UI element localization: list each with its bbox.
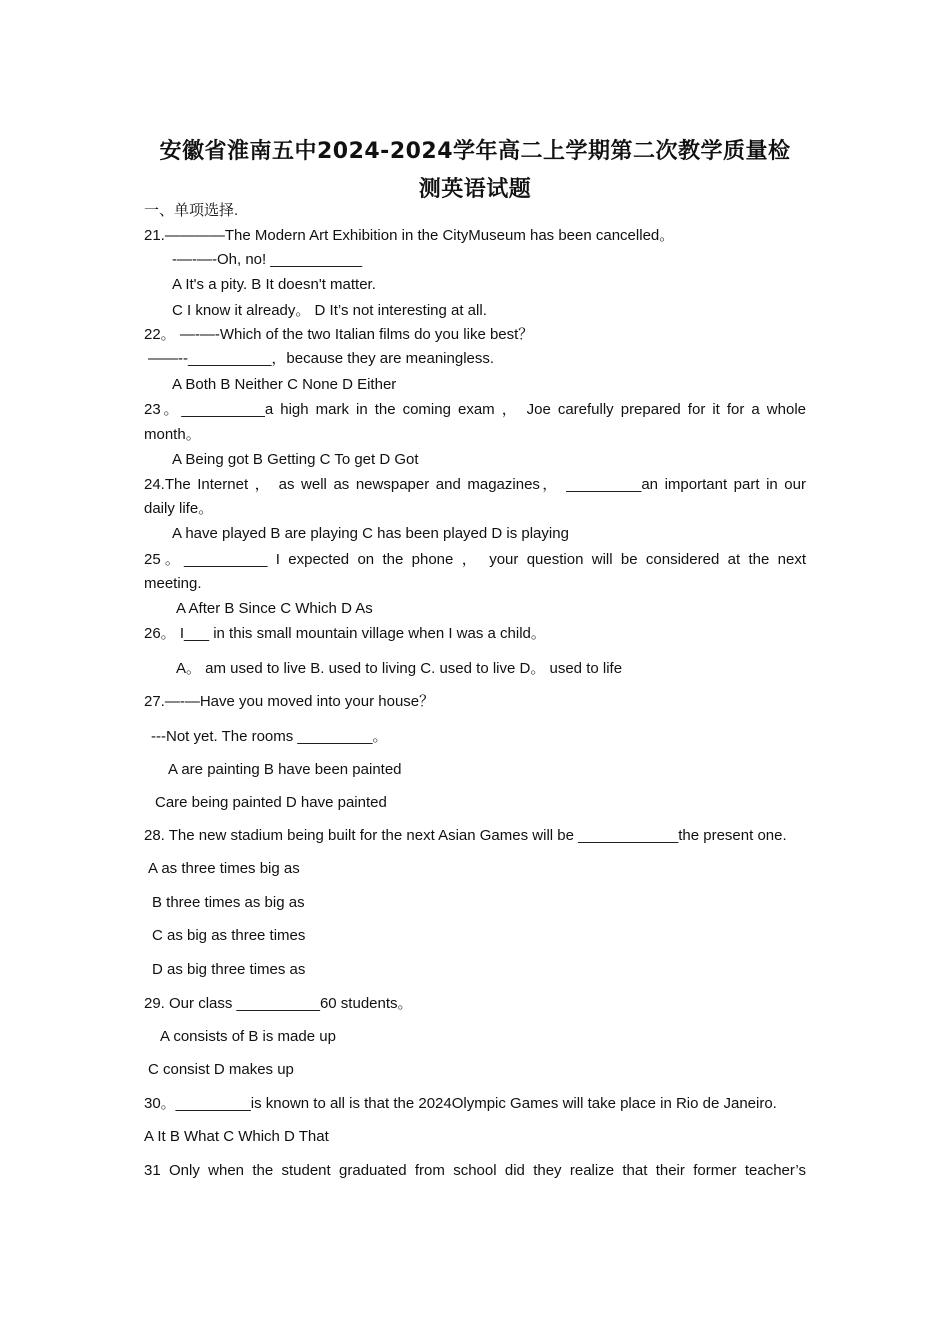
question-29-options-ab: A consists of B is made up — [160, 1028, 336, 1045]
question-27-options-cd: Care being painted D have painted — [155, 794, 387, 811]
question-25-stem-cont: meeting. — [144, 575, 202, 592]
question-24-stem: 24.The Internet ， as well as newspaper and magazines， _________an important part in our — [144, 476, 806, 493]
question-21-options-ab: A It's a pity. B It doesn't matter. — [172, 276, 376, 293]
question-30-options: A It B What C Which D That — [144, 1128, 329, 1145]
question-28-option-d: D as big three times as — [152, 961, 306, 978]
question-27-stem: 27.—-—Have you moved into your house？ — [144, 693, 435, 710]
question-27-response: ---Not yet. The rooms _________。 — [151, 728, 388, 745]
question-26-stem: 26。 I___ in this small mountain village when I was a child。 — [144, 625, 546, 642]
question-31-stem: 31 Only when the student graduated from school did they realize that their former teacher’s — [144, 1162, 806, 1179]
question-28-stem: 28. The new stadium being built for the next Asian Games will be ____________the present one. — [144, 827, 787, 844]
question-28-option-a: A as three times big as — [148, 860, 300, 877]
question-25-stem: 25。__________ I expected on the phone ， your question will be considered at the next — [144, 551, 806, 568]
question-27-options-ab: A are painting B have been painted — [168, 761, 402, 778]
question-21-stem: 21.————The Modern Art Exhibition in the CityMuseum has been cancelled。 — [144, 227, 675, 244]
question-21-response: -—-—-Oh, no! ___________ — [172, 251, 363, 268]
question-22-options: A Both B Neither C None D Either — [172, 376, 397, 393]
question-30-stem: 30。_________is known to all is that the 2024Olympic Games will take place in Rio de Janeiro. — [144, 1095, 777, 1112]
question-24-options: A have played B are playing C has been played D is playing — [172, 525, 569, 542]
question-29-stem: 29. Our class __________60 students。 — [144, 995, 413, 1012]
question-22-stem: 22。 —-—-Which of the two Italian films do you like best？ — [144, 326, 534, 343]
question-21-options-cd: C I know it already。 D It’s not interesting at all. — [172, 302, 487, 319]
question-28-option-c: C as big as three times — [152, 927, 306, 944]
question-23-options: A Being got B Getting C To get D Got — [172, 451, 419, 468]
question-29-options-cd: C consist D makes up — [148, 1061, 294, 1078]
document-title-line-2: 测英语试题 — [418, 177, 532, 202]
section-heading: 一、单项选择. — [144, 202, 239, 219]
question-24-stem-cont: daily life。 — [144, 500, 214, 517]
question-23-stem-cont: month。 — [144, 426, 201, 443]
question-22-response: ——--__________，because they are meaningless. — [148, 350, 495, 367]
question-25-options: A After B Since C Which D As — [176, 600, 373, 617]
question-26-options: A。 am used to live B. used to living C. used to live D。 used to life — [176, 660, 623, 677]
document-title-line-1: 安徽省淮南五中2024-2024学年高二上学期第二次教学质量检 — [159, 139, 791, 164]
question-28-option-b: B three times as big as — [152, 894, 305, 911]
question-23-stem: 23。__________a high mark in the coming exam ， Joe carefully prepared for it for a whole — [144, 401, 806, 418]
